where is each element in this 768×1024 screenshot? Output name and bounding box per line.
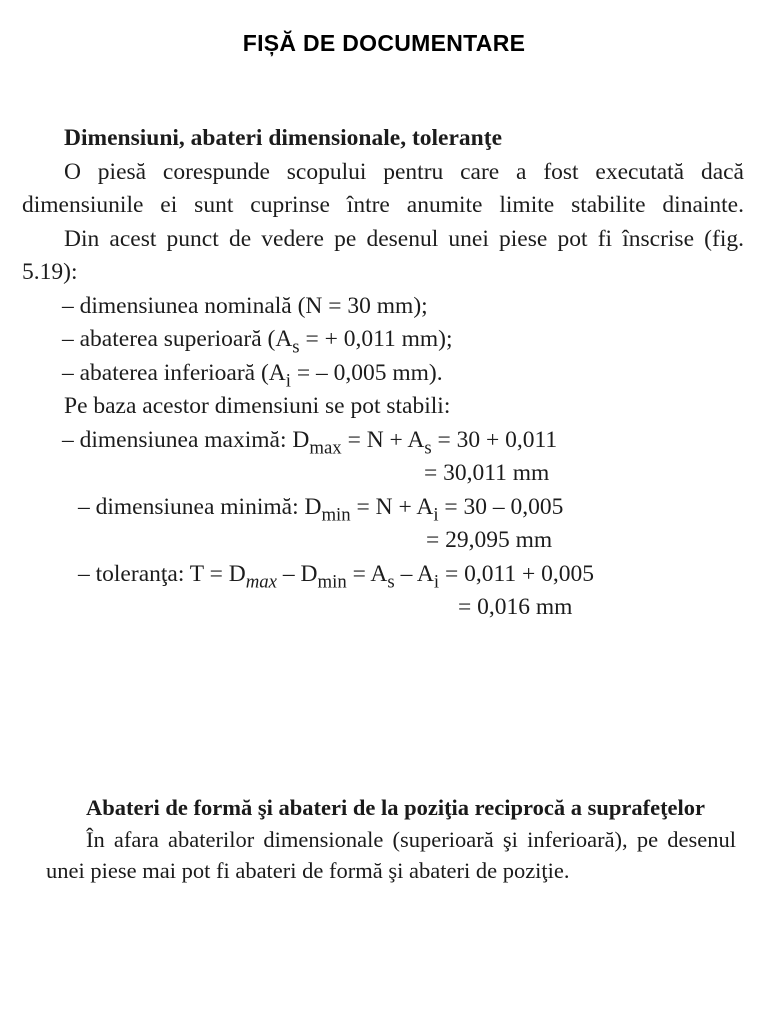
paragraph-basis: Pe baza acestor dimensiuni se pot stabili: — [64, 393, 451, 419]
paragraph-form-deviations: În afara abaterilor dimensionale (superioară şi inferioară), pe desenul unei piese mai pot fi abateri de formă şi abateri de poziţie. — [46, 826, 736, 883]
list-item-text: – abaterea inferioară (A — [62, 359, 286, 386]
paragraph-intro: O piesă corespunde scopului pentru care a fost executată dacă dimensiunile ei sunt cuprinse între anumite limite stabilite dinainte. — [22, 158, 744, 218]
formula-text: = A — [346, 560, 388, 587]
subscript: i — [433, 504, 439, 526]
subscript: s — [292, 336, 300, 358]
formula-text: – toleranţa: T = D — [78, 560, 246, 587]
list-item-nominal — [62, 290, 744, 324]
subscript: min — [317, 571, 347, 593]
subscript: i — [285, 370, 291, 392]
paragraph-drawing: Din acest punct de vedere pe desenul unei piese pot fi înscrise (fig. 5.19): — [22, 225, 744, 285]
list-item-lower-deviation — [62, 357, 744, 391]
formula-tolerance — [78, 558, 744, 592]
subscript: s — [387, 571, 395, 593]
formula-text: – dimensiunea minimă: D — [78, 493, 322, 520]
list-item-text: = + 0,011 mm); — [299, 326, 453, 352]
subscript: max — [245, 571, 278, 593]
list-item-text: – dimensiunea nominală (N = 30 mm); — [62, 292, 428, 319]
list-item-upper-deviation — [62, 323, 744, 357]
formula-text: = 0,011 + 0,005 — [439, 560, 595, 587]
list-item-text: = – 0,005 mm). — [290, 359, 443, 386]
formula-text: – D — [277, 560, 318, 587]
formula-text: = 30 – 0,005 — [438, 493, 564, 520]
formula-text: – A — [394, 560, 434, 587]
subscript: max — [309, 437, 342, 459]
section-heading: Dimensiuni, abateri dimensionale, toleranţe — [64, 125, 502, 151]
formula-max-result: = 30,011 mm — [424, 460, 550, 486]
formula-min-result: = 29,095 mm — [426, 527, 553, 553]
scanned-text-section-2 — [46, 792, 736, 887]
formula-max-dimension — [62, 424, 744, 458]
formula-text: = N + A — [341, 426, 425, 453]
scanned-text-section-1 — [22, 122, 744, 625]
formula-text: = 30 + 0,011 — [431, 426, 558, 453]
formula-text: = N + A — [350, 493, 434, 520]
page-title: FIȘĂ DE DOCUMENTARE — [242, 30, 526, 56]
subscript: s — [424, 437, 432, 459]
formula-tolerance-result: = 0,016 mm — [458, 594, 573, 620]
section-heading: Abateri de formă şi abateri de la poziţia reciprocă a suprafeţelor — [86, 795, 706, 820]
formula-text: – dimensiunea maximă: D — [62, 426, 310, 453]
subscript: i — [433, 571, 440, 593]
list-item-text: – abaterea superioară (A — [62, 326, 293, 352]
formula-min-dimension — [78, 491, 744, 525]
subscript: min — [321, 504, 351, 526]
